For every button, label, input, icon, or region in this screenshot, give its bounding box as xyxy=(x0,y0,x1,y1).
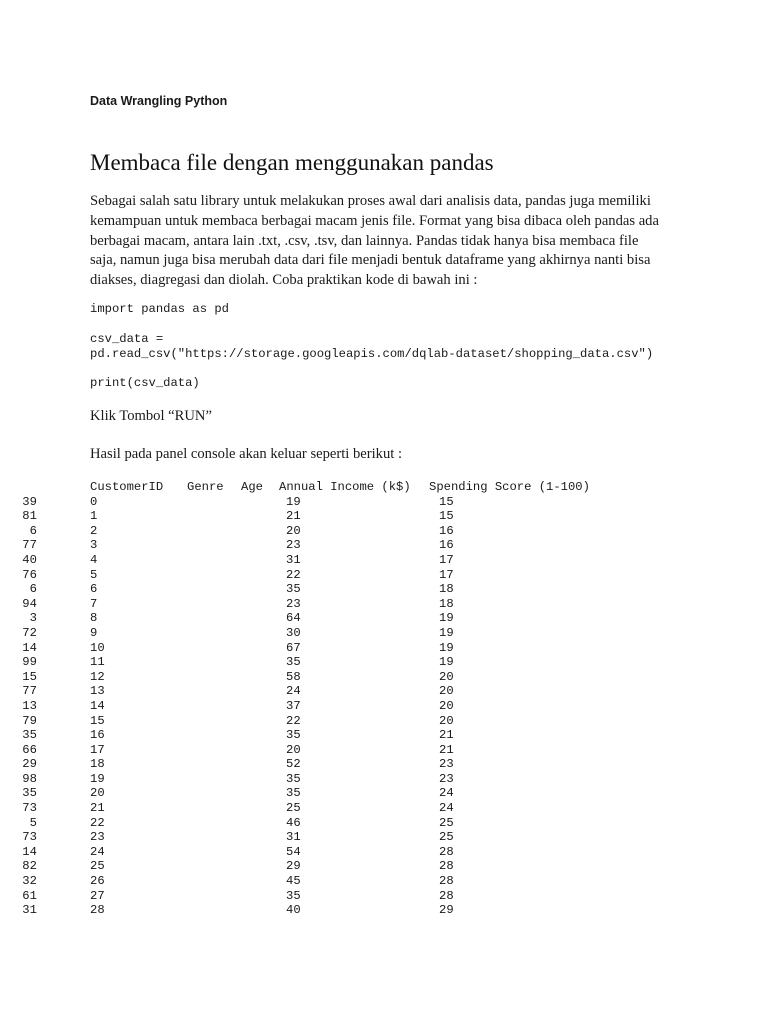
row-score: 6 xyxy=(29,582,37,597)
row-index: 27 xyxy=(90,888,105,903)
header-annual-income: Annual Income (k$) xyxy=(279,480,411,494)
row-score: 77 xyxy=(22,538,37,553)
row-index: 15 xyxy=(90,713,105,728)
row-age: 22 xyxy=(286,567,301,582)
row-index: 13 xyxy=(90,684,105,699)
console-row xyxy=(22,903,454,918)
row-age: 35 xyxy=(286,786,301,801)
row-income: 28 xyxy=(439,874,454,889)
console-row xyxy=(22,830,454,845)
row-score: 94 xyxy=(22,596,37,611)
row-score: 66 xyxy=(22,742,37,757)
row-score: 31 xyxy=(22,903,37,918)
row-age: 29 xyxy=(286,859,301,874)
row-income: 20 xyxy=(439,713,454,728)
row-age: 20 xyxy=(286,742,301,757)
row-index: 25 xyxy=(90,859,105,874)
row-score: 35 xyxy=(22,786,37,801)
row-index: 2 xyxy=(90,523,98,538)
row-income: 19 xyxy=(439,611,454,626)
row-score: 98 xyxy=(22,771,37,786)
row-index: 28 xyxy=(90,903,105,918)
row-income: 21 xyxy=(439,742,454,757)
row-income: 19 xyxy=(439,625,454,640)
page-title: Membaca file dengan menggunakan pandas xyxy=(90,150,494,175)
code-assign-line-1: csv_data = xyxy=(90,332,164,346)
row-index: 8 xyxy=(90,611,98,626)
row-age: 35 xyxy=(286,728,301,743)
row-income: 20 xyxy=(439,684,454,699)
row-score: 82 xyxy=(22,859,37,874)
paragraph-line: Sebagai salah satu library untuk melakukan proses awal dari analisis data, pandas juga memiliki xyxy=(90,193,651,209)
row-score: 99 xyxy=(22,655,37,670)
row-income: 28 xyxy=(439,888,454,903)
console-row xyxy=(22,640,454,656)
row-income: 15 xyxy=(439,509,454,524)
row-index: 21 xyxy=(90,801,105,816)
row-score: 14 xyxy=(22,844,37,859)
row-index: 10 xyxy=(90,640,105,655)
console-row xyxy=(22,538,454,553)
console-rows xyxy=(22,494,454,918)
document-header: Data Wrangling Python xyxy=(90,94,228,108)
console-row xyxy=(22,625,454,641)
row-score: 72 xyxy=(22,625,37,640)
console-row xyxy=(22,742,454,758)
row-score: 32 xyxy=(22,874,37,889)
console-row xyxy=(22,567,454,583)
row-score: 5 xyxy=(29,815,37,830)
row-age: 23 xyxy=(286,596,301,611)
console-row xyxy=(22,698,454,714)
row-age: 35 xyxy=(286,655,301,670)
row-income: 23 xyxy=(439,757,454,772)
row-income: 16 xyxy=(439,538,454,553)
row-score: 81 xyxy=(22,509,37,524)
console-row xyxy=(22,596,454,612)
row-score: 40 xyxy=(22,552,37,567)
row-age: 54 xyxy=(286,844,301,859)
row-age: 45 xyxy=(286,874,301,889)
console-row xyxy=(29,523,454,539)
row-index: 22 xyxy=(90,815,105,830)
console-row xyxy=(22,655,454,670)
console-row xyxy=(22,786,454,801)
row-score: 35 xyxy=(22,728,37,743)
console-row xyxy=(29,582,454,597)
row-index: 20 xyxy=(90,786,105,801)
console-header-row xyxy=(90,480,590,495)
row-income: 17 xyxy=(439,567,454,582)
row-score: 15 xyxy=(22,669,37,684)
row-index: 17 xyxy=(90,742,105,757)
row-index: 23 xyxy=(90,830,105,845)
row-index: 9 xyxy=(90,625,98,640)
row-index: 18 xyxy=(90,757,105,772)
console-row xyxy=(29,815,454,831)
row-age: 25 xyxy=(286,801,301,816)
row-score: 39 xyxy=(22,494,37,509)
row-index: 14 xyxy=(90,698,105,713)
console-row xyxy=(22,757,454,772)
row-income: 20 xyxy=(439,669,454,684)
row-age: 22 xyxy=(286,713,301,728)
row-age: 19 xyxy=(286,494,301,509)
row-index: 12 xyxy=(90,669,105,684)
row-score: 6 xyxy=(29,523,37,538)
console-row xyxy=(22,874,454,889)
console-row xyxy=(22,844,454,860)
row-income: 21 xyxy=(439,728,454,743)
code-print: print(csv_data) xyxy=(90,376,200,390)
code-import: import pandas as pd xyxy=(90,302,229,316)
row-score: 79 xyxy=(22,713,37,728)
console-row xyxy=(22,888,454,904)
row-income: 20 xyxy=(439,698,454,713)
run-instruction: Klik Tombol “RUN” xyxy=(90,408,212,424)
header-genre: Genre xyxy=(187,480,224,494)
row-income: 23 xyxy=(439,771,454,786)
paragraph-line: saja, namun juga bisa merubah data dari file menjadi bentuk dataframe yang akhirnya nanti bisa xyxy=(90,252,651,269)
row-score: 73 xyxy=(22,801,37,816)
row-index: 26 xyxy=(90,874,105,889)
row-income: 16 xyxy=(439,523,454,538)
row-age: 35 xyxy=(286,582,301,597)
header-age: Age xyxy=(241,480,263,494)
console-row xyxy=(22,771,454,787)
paragraph-line: kemampuan untuk membaca berbagai macam jenis file. Format yang bisa dibaca oleh pandas ada xyxy=(90,212,659,229)
console-row xyxy=(22,669,454,685)
console-row xyxy=(22,684,454,699)
row-age: 52 xyxy=(286,757,301,772)
row-income: 18 xyxy=(439,582,454,597)
row-age: 31 xyxy=(286,830,301,845)
row-age: 35 xyxy=(286,888,301,903)
console-row xyxy=(22,713,454,729)
row-age: 31 xyxy=(286,552,301,567)
row-index: 16 xyxy=(90,728,105,743)
console-row xyxy=(22,859,454,874)
row-score: 3 xyxy=(29,611,37,626)
row-income: 24 xyxy=(439,786,454,801)
row-income: 17 xyxy=(439,552,454,567)
console-output xyxy=(22,480,590,918)
row-index: 1 xyxy=(90,509,98,524)
row-age: 46 xyxy=(286,815,301,830)
row-income: 19 xyxy=(439,640,454,655)
row-score: 13 xyxy=(22,698,37,713)
console-row xyxy=(29,611,454,626)
row-age: 30 xyxy=(286,625,301,640)
console-row xyxy=(22,494,454,510)
row-index: 0 xyxy=(90,494,98,509)
row-score: 61 xyxy=(22,888,37,903)
row-age: 21 xyxy=(286,509,301,524)
row-income: 28 xyxy=(439,844,454,859)
row-index: 19 xyxy=(90,771,105,786)
row-age: 37 xyxy=(286,698,301,713)
row-age: 20 xyxy=(286,523,301,538)
console-row xyxy=(22,509,454,524)
console-row xyxy=(22,801,454,816)
row-index: 11 xyxy=(90,655,105,670)
row-income: 25 xyxy=(439,815,454,830)
row-score: 29 xyxy=(22,757,37,772)
paragraph-line: berbagai macam, antara lain .txt, .csv, .tsv, dan lainnya. Pandas tidak hanya bisa membaca file xyxy=(90,232,639,249)
row-score: 14 xyxy=(22,640,37,655)
header-customer-id: CustomerID xyxy=(90,480,164,494)
row-income: 15 xyxy=(439,494,454,509)
row-age: 23 xyxy=(286,538,301,553)
row-income: 19 xyxy=(439,655,454,670)
row-index: 7 xyxy=(90,596,98,611)
row-age: 35 xyxy=(286,771,301,786)
row-index: 4 xyxy=(90,552,98,567)
row-index: 5 xyxy=(90,567,98,582)
row-income: 29 xyxy=(439,903,454,918)
row-age: 64 xyxy=(286,611,301,626)
row-income: 24 xyxy=(439,801,454,816)
console-row xyxy=(22,552,454,568)
row-age: 24 xyxy=(286,684,301,699)
row-index: 3 xyxy=(90,538,98,553)
row-income: 18 xyxy=(439,596,454,611)
console-row xyxy=(22,728,454,743)
row-income: 28 xyxy=(439,859,454,874)
row-score: 73 xyxy=(22,830,37,845)
paragraph-line: diakses, diagregasi dan diolah. Coba praktikan kode di bawah ini : xyxy=(90,272,478,289)
row-income: 25 xyxy=(439,830,454,845)
row-age: 58 xyxy=(286,669,301,684)
row-age: 40 xyxy=(286,903,301,918)
intro-paragraph xyxy=(90,192,720,291)
row-score: 76 xyxy=(22,567,37,582)
header-spending-score: Spending Score (1-100) xyxy=(429,480,590,494)
code-assign-line-2: pd.read_csv("https://storage.googleapis.com/dqlab-dataset/shopping_data.csv") xyxy=(90,347,654,361)
row-age: 67 xyxy=(286,640,301,655)
row-index: 6 xyxy=(90,582,98,597)
row-score: 77 xyxy=(22,684,37,699)
row-index: 24 xyxy=(90,844,105,859)
console-intro: Hasil pada panel console akan keluar seperti berikut : xyxy=(90,446,403,462)
